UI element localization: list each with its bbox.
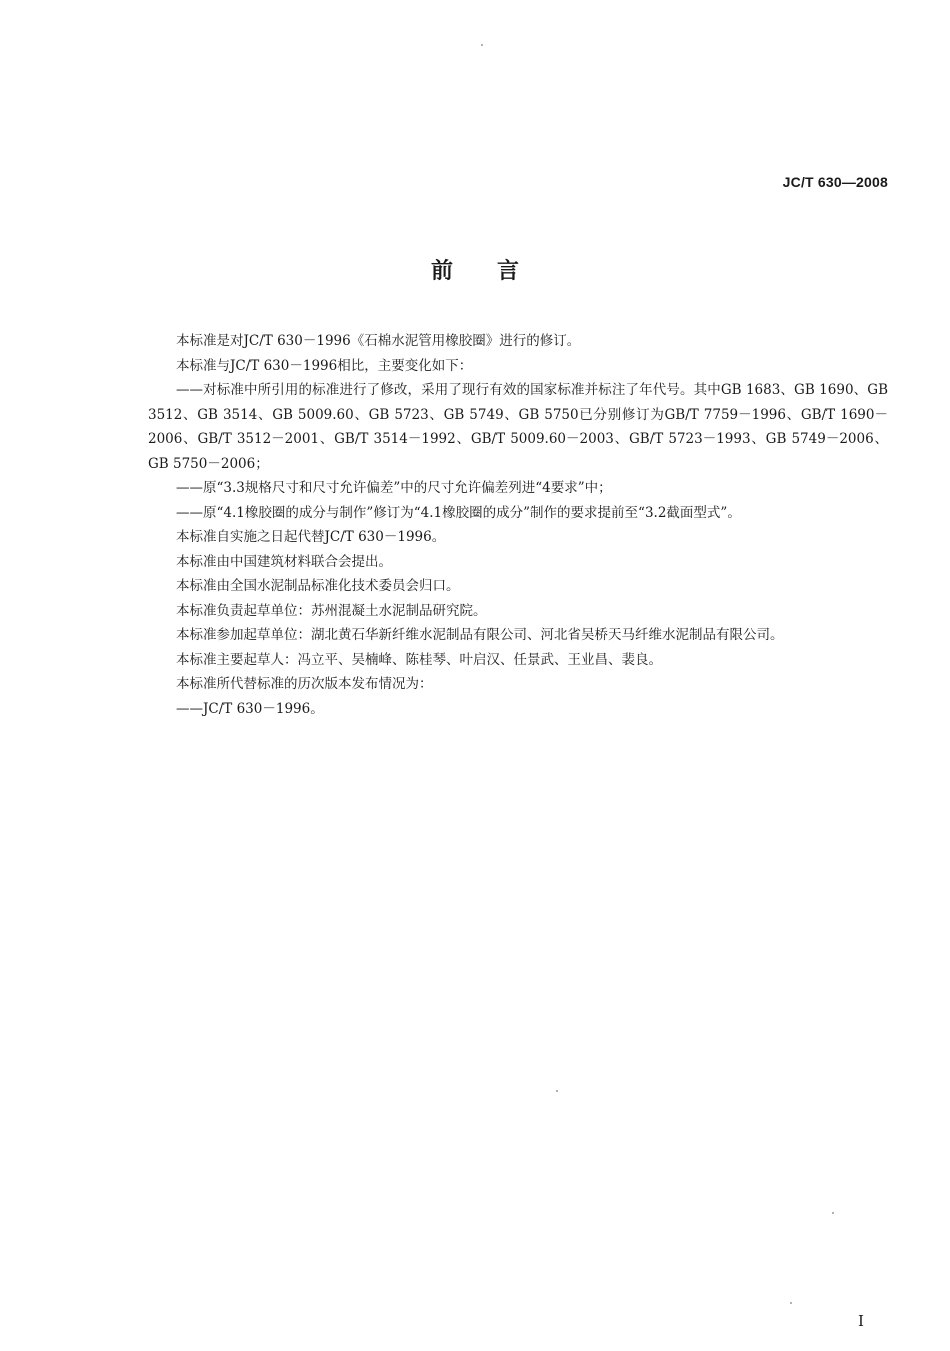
scan-speck (556, 1090, 558, 1092)
page-title: 前言 (430, 259, 563, 284)
paragraph-changes-intro: 本标准与JC/T 630－1996相比，主要变化如下： (176, 357, 473, 374)
scan-speck (832, 1212, 834, 1214)
paragraph-replaces: 本标准自实施之日起代替JC/T 630－1996。 (176, 529, 446, 545)
paragraph-under-jurisdiction: 本标准由全国水泥制品标准化技术委员会归口。 (176, 578, 460, 594)
scan-speck (790, 1302, 792, 1304)
preface-body (148, 329, 888, 721)
page-number: I (858, 1312, 864, 1330)
paragraph-revision-note: 本标准是对JC/T 630－1996《石棉水泥管用橡胶圈》进行的修订。 (176, 333, 581, 349)
paragraph-lead-drafter: 本标准负责起草单位：苏州混凝土水泥制品研究院。 (176, 602, 487, 619)
paragraph-change-tolerance: ——原“3.3规格尺寸和尺寸允许偏差”中的尺寸允许偏差列进“4要求”中； (176, 480, 612, 496)
paragraph-participating-drafters: 本标准参加起草单位：湖北黄石华新纤维水泥制品有限公司、河北省吴桥天马纤维水泥制品有限公司。 (176, 627, 784, 643)
standard-code: JC/T 630—2008 (782, 174, 888, 190)
paragraph-history-item: ——JC/T 630－1996。 (176, 700, 324, 717)
scan-speck (481, 44, 483, 46)
paragraph-history-intro: 本标准所代替标准的历次版本发布情况为： (176, 676, 433, 692)
paragraph-proposed-by: 本标准由中国建筑材料联合会提出。 (176, 553, 392, 570)
paragraph-change-references: ——对标准中所引用的标准进行了修改，采用了现行有效的国家标准并标注了年代号。其中GB 1683、GB 1690、GB 3512、GB 3514、GB 5009.60、GB 5723、GB 5749、GB 5750已分别修订为GB/T 7759－1996、GB/T 1690－2006、GB/T 3512－2001、GB/T 3514－1992、GB/T 5009.60－2003、GB/T 5723－1993、GB 5749－2006、GB 5750－2006； (148, 382, 888, 472)
paragraph-main-drafters: 本标准主要起草人：冯立平、吴楠峰、陈桂琴、叶启汉、任景武、王业昌、裴良。 (176, 651, 662, 668)
paragraph-change-composition: ——原“4.1橡胶圈的成分与制作”修订为“4.1橡胶圈的成分”制作的要求提前至“3.2截面型式”。 (176, 504, 741, 521)
